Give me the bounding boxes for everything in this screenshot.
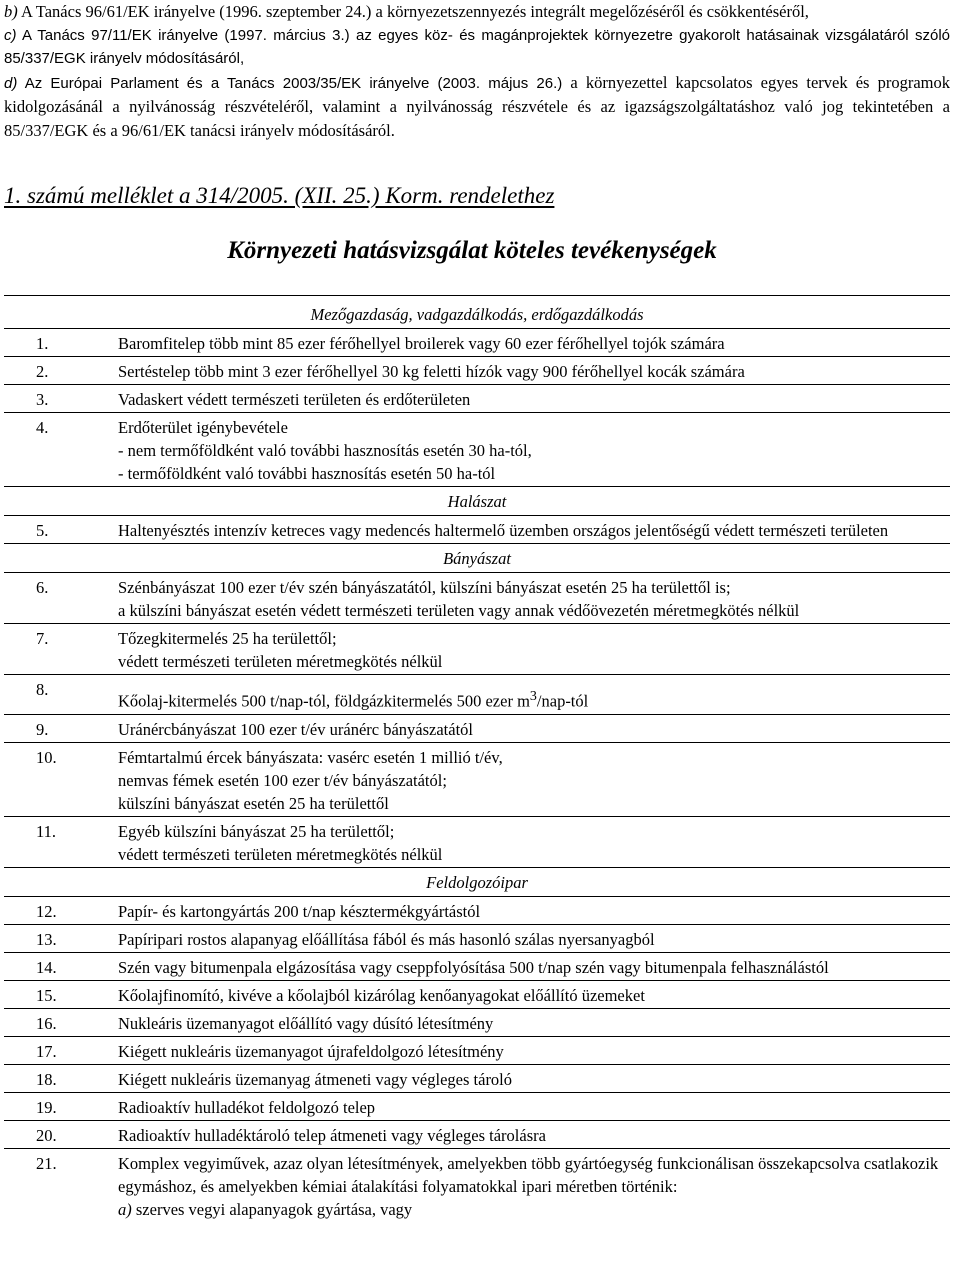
table-row bbox=[4, 1036, 950, 1064]
item-text bbox=[118, 1092, 950, 1120]
item-text bbox=[118, 742, 950, 816]
item-number: 11. bbox=[4, 816, 118, 867]
sub-item-label: a) bbox=[118, 1199, 132, 1219]
item-number: 9. bbox=[4, 714, 118, 742]
item-line: Egyéb külszíni bányászat 25 ha területtől; bbox=[118, 821, 395, 841]
table-row bbox=[4, 742, 950, 816]
item-line: Nukleáris üzemanyagot előállító vagy dúsító létesítmény bbox=[118, 1013, 494, 1033]
item-number: 7. bbox=[4, 624, 118, 675]
item-number: 16. bbox=[4, 1008, 118, 1036]
annex-heading: 1. számú melléklet a 314/2005. (XII. 25.) Korm. rendelethez bbox=[4, 183, 555, 208]
item-number: 4. bbox=[4, 413, 118, 487]
item-number: 21. bbox=[4, 1148, 118, 1222]
item-line: Kőolajfinomító, kivéve a kőolajból kizárólag kenőanyagokat előállító üzemeket bbox=[118, 985, 645, 1005]
item-line: Haltenyésztés intenzív ketreces vagy medencés haltermelő üzemben országos jelentőségű védett természeti területen bbox=[118, 521, 889, 540]
activities-table bbox=[4, 295, 950, 1222]
item-line: külszíni bányászat esetén 25 ha területtől bbox=[118, 793, 389, 813]
table-row bbox=[4, 1008, 950, 1036]
item-text-part: Kőolaj-kitermelés 500 t/nap-tól, földgázkitermelés 500 ezer m bbox=[118, 691, 530, 711]
table-row bbox=[4, 1120, 950, 1148]
item-text bbox=[118, 896, 950, 924]
item-text bbox=[118, 924, 950, 952]
item-line: a külszíni bányászat esetén védett természeti területen vagy annak védőövezetén méretmegkötés nélkül bbox=[118, 601, 800, 620]
intro-item-b bbox=[4, 0, 950, 24]
table-row bbox=[4, 624, 950, 675]
item-sub-line bbox=[118, 1198, 950, 1221]
item-line: nemvas fémek esetén 100 ezer t/év bányászatától; bbox=[118, 770, 447, 790]
item-line: Komplex vegyiművek, azaz olyan létesítmények, amelyekben több gyártóegység funkcionálisan összekapcsolva csatlakozik egymáshoz, és amelyekben kémiai átalakítási folyamatokkal ipari méretben történik: bbox=[118, 1153, 939, 1196]
section-fishing: Halászat bbox=[4, 487, 950, 516]
intro-text-c: A Tanács 97/11/EK irányelve (1997. március 3.) az egyes köz- és magánprojektek környezetre gyakorolt hatásainak vizsgálatáról szóló 85/337/EGK irányelv módosításáról, bbox=[4, 26, 950, 67]
item-text bbox=[118, 1148, 950, 1222]
table-row bbox=[4, 980, 950, 1008]
item-text bbox=[118, 1064, 950, 1092]
section-row bbox=[4, 487, 950, 516]
item-line: Szénbányászat 100 ezer t/év szén bányászatától, külszíni bányászat esetén 25 ha területtől is; bbox=[118, 578, 731, 597]
table-row bbox=[4, 516, 950, 544]
item-line: Kiégett nukleáris üzemanyagot újrafeldolgozó létesítmény bbox=[118, 1041, 504, 1061]
table-row bbox=[4, 816, 950, 867]
item-text bbox=[118, 675, 950, 715]
table-row bbox=[4, 675, 950, 715]
item-number: 2. bbox=[4, 357, 118, 385]
item-line: Kiégett nukleáris üzemanyag átmeneti vagy végleges tároló bbox=[118, 1069, 513, 1089]
section-row bbox=[4, 867, 950, 896]
item-number: 3. bbox=[4, 385, 118, 413]
intro-item-d bbox=[4, 71, 950, 143]
item-text bbox=[118, 573, 950, 624]
item-text bbox=[118, 385, 950, 413]
item-line: Fémtartalmú ércek bányászata: vasérc esetén 1 millió t/év, bbox=[118, 747, 503, 767]
item-line: Papír- és kartongyártás 200 t/nap késztermékgyártástól bbox=[118, 901, 481, 921]
item-number: 1. bbox=[4, 329, 118, 357]
item-text bbox=[118, 714, 950, 742]
item-line: Tőzegkitermelés 25 ha területtől; bbox=[118, 629, 337, 648]
item-line: Radioaktív hulladékot feldolgozó telep bbox=[118, 1097, 376, 1117]
item-line: - nem termőföldként való további hasznosítás esetén 30 ha-tól, bbox=[118, 441, 532, 460]
table-row bbox=[4, 573, 950, 624]
item-line: Papíripari rostos alapanyag előállítása fából és más hasonló szálas nyersanyagból bbox=[118, 929, 655, 949]
item-line: Erdőterület igénybevétele bbox=[118, 418, 288, 437]
item-text bbox=[118, 516, 950, 544]
item-line: védett természeti területen méretmegkötés nélkül bbox=[118, 652, 443, 671]
section-mining: Bányászat bbox=[4, 544, 950, 573]
sub-item-text: szerves vegyi alapanyagok gyártása, vagy bbox=[135, 1199, 413, 1219]
item-line: Uránércbányászat 100 ezer t/év uránérc bányászatától bbox=[118, 719, 474, 739]
item-line bbox=[118, 685, 950, 713]
document-title: Környezeti hatásvizsgálat köteles tevékenységek bbox=[227, 237, 717, 264]
table-row bbox=[4, 952, 950, 980]
item-line: Baromfitelep több mint 85 ezer férőhellyel broilerek vagy 60 ezer férőhellyel tojók számára bbox=[118, 334, 725, 353]
intro-label-b: b) bbox=[4, 2, 18, 21]
table-row bbox=[4, 329, 950, 357]
table-row bbox=[4, 385, 950, 413]
item-line: Vadaskert védett természeti területen és erdőterületen bbox=[118, 390, 471, 409]
section-row bbox=[4, 296, 950, 329]
intro-text-b: A Tanács 96/61/EK irányelve (1996. szeptember 24.) a környezetszennyezés integrált megelőzéséről és csökkentéséről, bbox=[20, 2, 809, 21]
item-line: védett természeti területen méretmegkötés nélkül bbox=[118, 844, 443, 864]
item-text bbox=[118, 952, 950, 980]
table-row bbox=[4, 1092, 950, 1120]
table-row bbox=[4, 924, 950, 952]
item-number: 8. bbox=[4, 675, 118, 715]
intro-item-c bbox=[4, 24, 950, 71]
item-number: 13. bbox=[4, 924, 118, 952]
item-number: 5. bbox=[4, 516, 118, 544]
item-text bbox=[118, 980, 950, 1008]
item-number: 19. bbox=[4, 1092, 118, 1120]
item-number: 17. bbox=[4, 1036, 118, 1064]
item-number: 14. bbox=[4, 952, 118, 980]
section-row bbox=[4, 544, 950, 573]
item-text bbox=[118, 1036, 950, 1064]
intro-text-d-part1: Az Európai Parlament és a Tanács 2003/35/EK irányelve (2003. május 26.) bbox=[24, 74, 563, 92]
item-number: 12. bbox=[4, 896, 118, 924]
table-row bbox=[4, 1064, 950, 1092]
item-text bbox=[118, 816, 950, 867]
item-line: - termőföldként való további hasznosítás esetén 50 ha-tól bbox=[118, 464, 496, 483]
item-text bbox=[118, 624, 950, 675]
superscript: 3 bbox=[529, 689, 537, 704]
intro-references bbox=[4, 0, 950, 142]
item-text-part: /nap-tól bbox=[536, 691, 589, 711]
item-number: 6. bbox=[4, 573, 118, 624]
item-text bbox=[118, 1120, 950, 1148]
intro-label-c: c) bbox=[4, 26, 17, 44]
item-line: Szén vagy bitumenpala elgázosítása vagy cseppfolyósítása 500 t/nap szén vagy bitumenpala felhasználástól bbox=[118, 957, 829, 977]
item-line: Sertéstelep több mint 3 ezer férőhellyel 30 kg feletti hízók vagy 900 férőhellyel kocák számára bbox=[118, 362, 745, 381]
table-row bbox=[4, 413, 950, 487]
item-text bbox=[118, 413, 950, 487]
intro-text-d-part2: a környezettel kapcsolatos egyes tervek és programok kidolgozásánál a nyilvánosság részvételéről, valamint a nyilvánosság részvétele és az igazságszolgáltatáshoz való jog tekintetében a 85/337/EGK és a 96/61/EK tanácsi irányelv módosításáról. bbox=[4, 72, 950, 140]
item-number: 20. bbox=[4, 1120, 118, 1148]
item-number: 18. bbox=[4, 1064, 118, 1092]
section-agriculture: Mezőgazdaság, vadgazdálkodás, erdőgazdálkodás bbox=[4, 296, 950, 329]
table-row bbox=[4, 1148, 950, 1222]
item-text bbox=[118, 329, 950, 357]
table-row bbox=[4, 896, 950, 924]
table-row bbox=[4, 714, 950, 742]
table-row bbox=[4, 357, 950, 385]
item-line: Radioaktív hulladéktároló telep átmeneti vagy végleges tárolásra bbox=[118, 1125, 546, 1145]
item-number: 10. bbox=[4, 742, 118, 816]
item-number: 15. bbox=[4, 980, 118, 1008]
item-text bbox=[118, 1008, 950, 1036]
item-text bbox=[118, 357, 950, 385]
intro-label-d: d) bbox=[4, 74, 18, 92]
section-processing: Feldolgozóipar bbox=[4, 867, 950, 896]
